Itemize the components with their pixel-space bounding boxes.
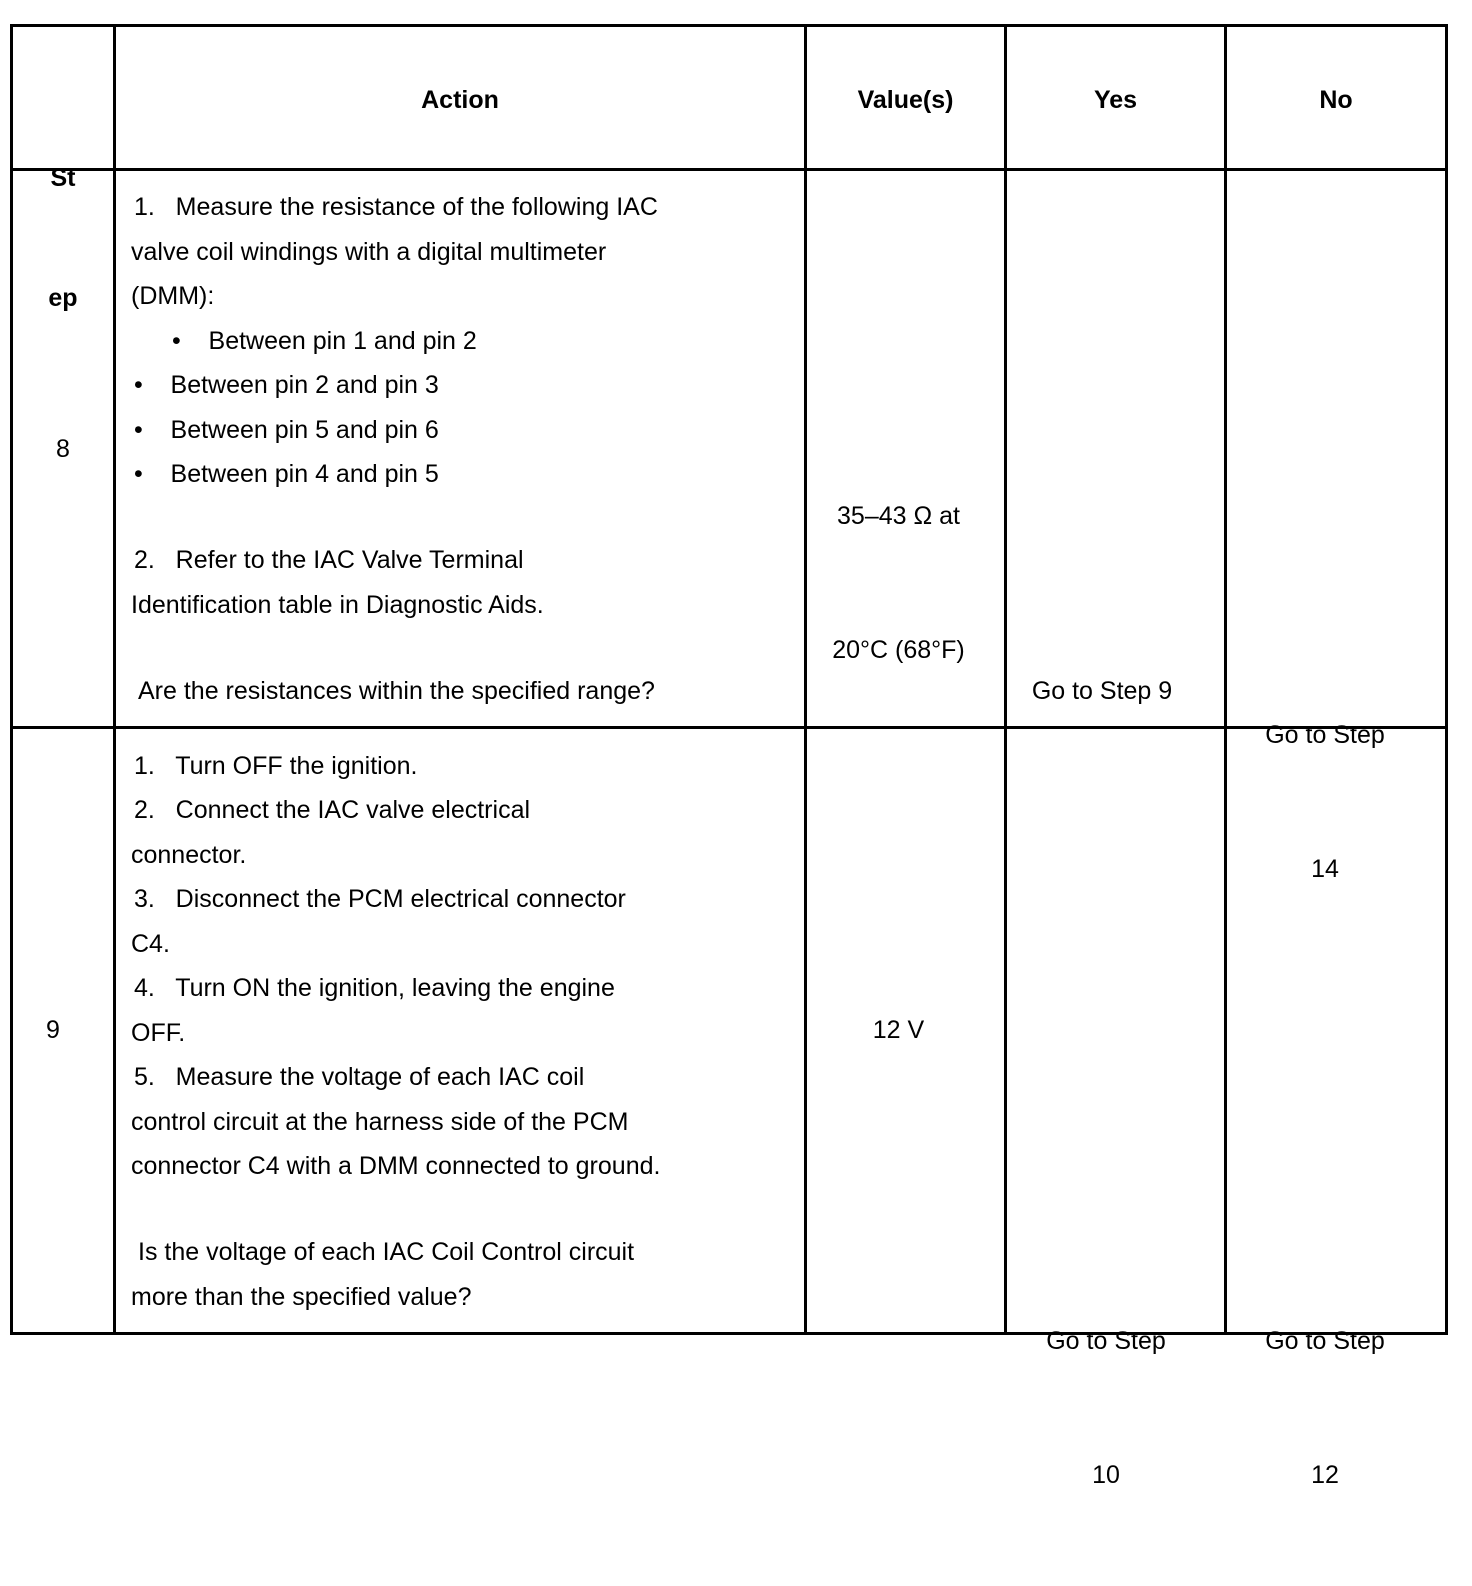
header-values: Value(s) bbox=[857, 86, 954, 114]
no-cell: Go to Step 12 bbox=[1265, 1327, 1385, 1489]
bullet-item: • Between pin 4 and pin 5 bbox=[134, 460, 439, 488]
header-row-divider bbox=[10, 168, 1448, 171]
action-line: 1. Turn OFF the ignition. bbox=[134, 752, 418, 780]
action-question: Are the resistances within the specified range? bbox=[138, 677, 655, 705]
action-line: connector C4 with a DMM connected to ground. bbox=[131, 1152, 661, 1180]
action-line: 1. Measure the resistance of the following IAC bbox=[134, 193, 658, 221]
header-no: No bbox=[1319, 86, 1353, 114]
action-line: Identification table in Diagnostic Aids. bbox=[131, 591, 544, 619]
bullet-item: • Between pin 1 and pin 2 bbox=[172, 327, 477, 355]
action-line: OFF. bbox=[131, 1019, 186, 1047]
action-line: 2. Refer to the IAC Valve Terminal bbox=[134, 546, 524, 574]
action-line: 4. Turn ON the ignition, leaving the engine bbox=[134, 974, 615, 1002]
step-number: 8 bbox=[56, 435, 70, 463]
action-line: 3. Disconnect the PCM electrical connector bbox=[134, 885, 626, 913]
yes-cell: Go to Step 10 bbox=[1046, 1327, 1166, 1489]
action-line: 2. Connect the IAC valve electrical bbox=[134, 796, 531, 824]
value-cell: 12 V bbox=[872, 1016, 925, 1044]
action-line: (DMM): bbox=[131, 282, 215, 310]
table-border-top bbox=[10, 24, 1448, 27]
bullet-item: • Between pin 5 and pin 6 bbox=[134, 416, 439, 444]
value-cell: 35–43 Ω at 20°C (68°F) bbox=[832, 502, 965, 664]
yes-cell: Go to Step 9 bbox=[1031, 677, 1173, 705]
column-divider-step bbox=[113, 24, 116, 1335]
action-line: valve coil windings with a digital multimeter bbox=[131, 238, 607, 266]
header-action: Action bbox=[421, 86, 499, 114]
action-line: connector. bbox=[131, 841, 247, 869]
action-line: C4. bbox=[131, 930, 170, 958]
table-border-right bbox=[1445, 24, 1448, 1335]
step-number: 9 bbox=[46, 1016, 60, 1044]
no-cell: Go to Step 14 bbox=[1265, 721, 1385, 883]
header-yes: Yes bbox=[1093, 86, 1138, 114]
action-question: Is the voltage of each IAC Coil Control circuit bbox=[138, 1238, 635, 1266]
action-line: control circuit at the harness side of the PCM bbox=[131, 1108, 629, 1136]
bullet-item: • Between pin 2 and pin 3 bbox=[134, 371, 439, 399]
header-step: St ep bbox=[48, 164, 78, 312]
action-line: 5. Measure the voltage of each IAC coil bbox=[134, 1063, 585, 1091]
action-question: more than the specified value? bbox=[131, 1283, 472, 1311]
